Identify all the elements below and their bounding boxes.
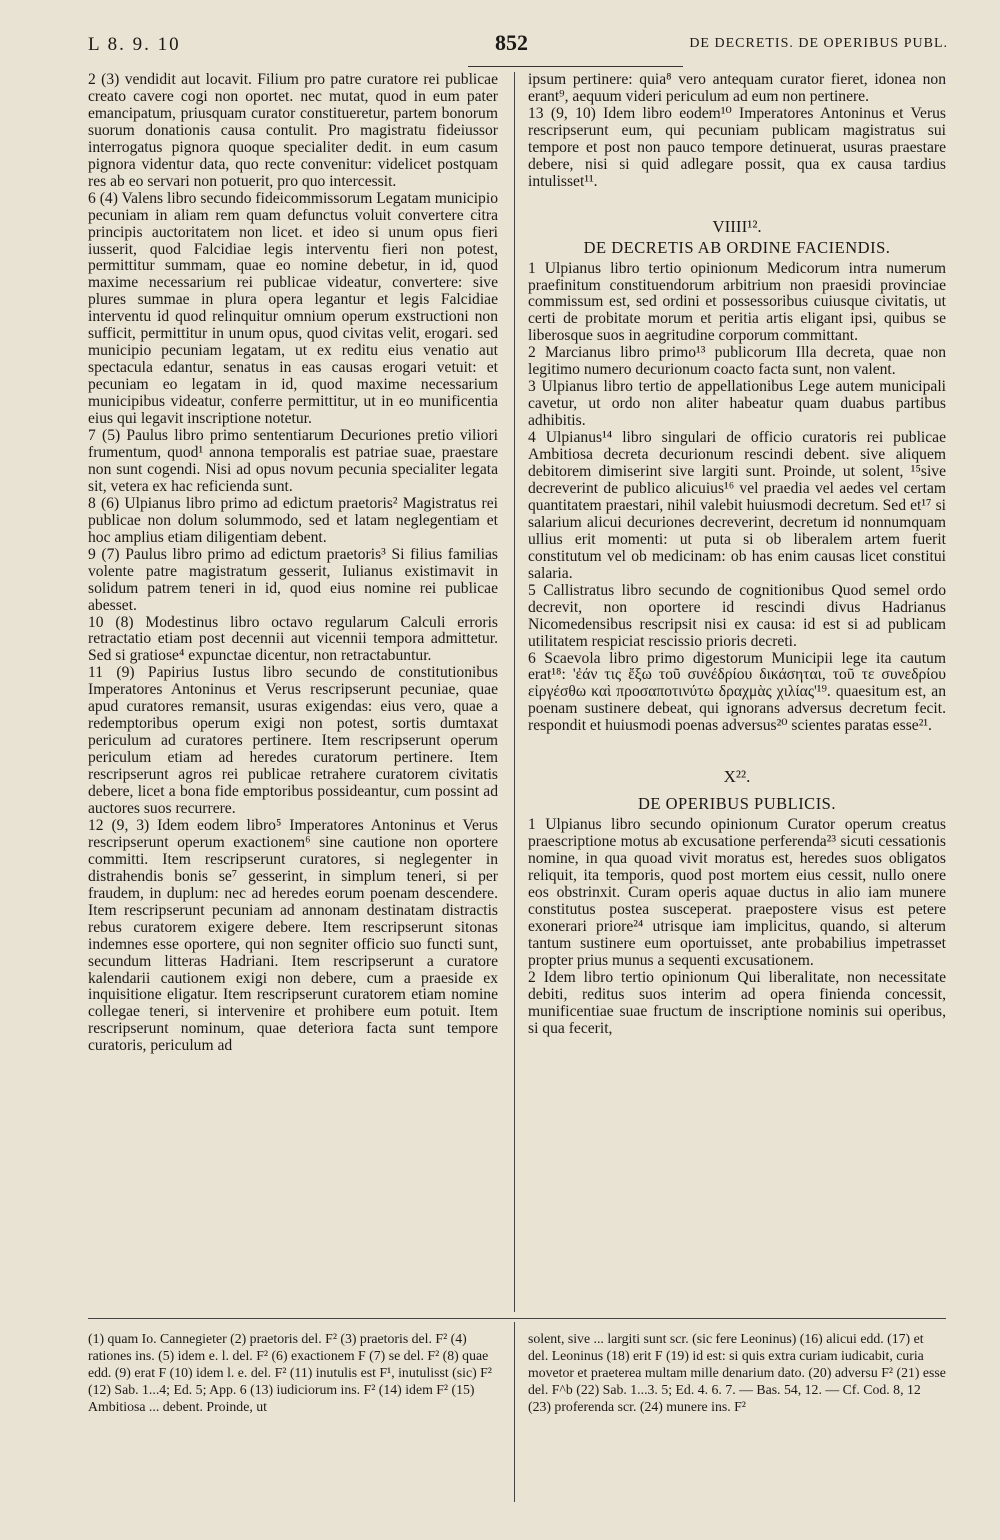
title-heading: DE OPERIBUS PUBLICIS.	[638, 794, 836, 814]
footnotes-left: (1) quam Io. Cannegieter (2) praetoris del. F² (3) praetoris del. F² (4) rationes ins. (5) idem e. l. del. F² (6) exactionem F (7) se del. F² (8) quae edd. (9) erat F (10) idem l. e. del. F² (11) inutulis est F¹, inutulisst (sic) F² (12) Sab. 1...4; Ed. 5; App. 6 (13) iudiciorum ins. F² (14) idem F² (15) Ambitiosa ... debent. Proinde, ut	[88, 1331, 492, 1414]
paragraph: 13 (9, 10) Idem libro eodem¹⁰ Imperatores Antoninus et Verus rescripserunt eum, qui pecuniam publicam magistratus sui tempore et post non pauco tempore detinuerat, usuras praestare debere, nisi si quid adlegare possit, qua ex causa tardius intulisset¹¹.	[528, 104, 946, 190]
footnote-divider	[514, 1322, 515, 1502]
paragraph: 12 (9, 3) Idem eodem libro⁵ Imperatores Antoninus et Verus rescripserunt operum exactionem⁶ sine cautione non oportere committi. Item rescripserunt curatores, si neglegenter in distrahendis bonis se⁷ gesserint, in simplum teneri, si per fraudem, in duplum: nec ad heredes eorum poenam descendere. Item rescripserunt pecuniam ad annonam destinatam distractis rebus curatorem exigere debere. Item rescripserunt sitonas indemnes esse oportere, qui non segniter officio suo functi sunt, secundum litteras Hadriani. Item rescripserunt a curatore kalendarii cautionem exigi non debere, cum a praeside ex inquisitione eligatur. Item rescripserunt curatorem etiam nomine collegae teneri, si intervenire et prohibere eum potuit. Item rescripserunt nominum, quae deteriora facta sunt tempore curatoris, periculum ad	[88, 816, 498, 1055]
paragraph: 3 Ulpianus libro tertio de appellationibus Lege autem municipali cavetur, ut ordo non aliter habeatur quam duabus partibus adhibitis.	[528, 378, 946, 430]
footnote-rule	[88, 1318, 946, 1319]
title-number: X²².	[723, 767, 751, 787]
right-column	[528, 72, 946, 1038]
title-heading: DE DECRETIS AB ORDINE FACIENDIS.	[583, 237, 891, 257]
paragraph: 2 (3) vendidit aut locavit. Filium pro patre curatore rei publicae creato cavere cogi non oportet. nec mutat, quod in eum pater emancipatum, priusquam curator constitueretur, partem bonorum suorum donationis causa contulit. Pro magistratu fideiussor interrogatus pignora quoque specialiter dedit. in eum casum pignora videntur data, quo recte convenitur: videlicet postquam res ab eo servari non potuerit, pro quo intercessit.	[88, 71, 498, 190]
book-reference: L 8. 9. 10	[88, 34, 181, 55]
running-header	[88, 30, 948, 64]
paragraph: 2 Idem libro tertio opinionum Qui liberalitate, non necessitate debiti, reditus suos interim ad opera finienda concessit, munificentiae suae fructum de inscriptione nominis sui operibus, si qua fecerit,	[528, 968, 946, 1037]
paragraph: 1 Ulpianus libro secundo opinionum Curator operum creatus praescriptione motus ab excusatione perferenda²³ sicuti cessationis nomine, in qua quoad vivit moratus est, heredes suos obligatos reliquit, ita temporis, quod post mortem eius cessit, nullo onere eos obstrinxit. Curam operis aquae ductus in alio iam munere constitutus postea susceperat. praepostere visus est petere exonerari priore²⁴ utrisque iam implicitus, quando, si alterum tantum sustinere eum oportuisset, ante probabilius impetrasset propter prius munus a sequenti excusationem.	[528, 816, 946, 969]
paragraph: 10 (8) Modestinus libro octavo regularum Calculi erroris retractatio etiam post decennii aut vicennii tempora admittetur. Sed si gratiose⁴ expunctae dicentur, non retractabuntur.	[88, 613, 498, 665]
footnotes-right: solent, sive ... largiti sunt scr. (sic fere Leoninus) (16) alicui edd. (17) et del. Leoninus (18) erit F (19) id est: si quis extra curiam iudicabit, curia movetor et praeterea multam mille denarium dato. (20) adversu F² (21) esse del. F^b (22) Sab. 1...3. 5; Ed. 4. 6. 7. — Bas. 54, 12. — Cf. Cod. 8, 12 (23) proferenda scr. (24) munere ins. F²	[528, 1331, 946, 1414]
paragraph: 1 Ulpianus libro tertio opinionum Medicorum intra numerum praefinitum constituendorum arbitrium non praesidi provinciae commissum est, sed ordini et possessoribus cuiusque civitatis, ut certi de probitate morum et peritia artis eligant ipsi, quibus se liberosque suos in aegritudine corporum committant.	[528, 259, 946, 345]
section-title: DE DECRETIS. DE OPERIBUS PUBL.	[689, 36, 948, 51]
paragraph: 6 (4) Valens libro secundo fideicommissorum Legatam municipio pecuniam in aliam rem quam defunctus voluit convertere citra principis auctoritatem non licet. et ideo si unum opus fieri iusserit, quod Falcidiae legis interventu fieri non potest, permittitur summam, quae eo nomine debetur, in id, quod maxime necessarium rei publicae videatur, convertere: sive plures summae in plura opera legantur et legis Falcidiae interventu id quod relinquitur omnium operum exstructioni non sufficit, permittitur in unum opus, quod civitas velit, erogari. sed municipio pecuniam legatam, ut ex reditu eius venatio aut spectacula edantur, senatus in eas causas erogari vetuit: et pecuniam eo legatam in id, quod maxime necessarium municipibus videatur, conferre permittitur, ut in eo munificentia eius qui legavit inscriptione notetur.	[88, 189, 498, 428]
paragraph: 11 (9) Papirius Iustus libro secundo de constitutionibus Imperatores Antoninus et Verus rescripserunt pecuniae, quae apud curatores remansit, usuras exigendas: eius vero, quae a redemptoribus operum exigi non potest, sortis dumtaxat periculum ad curatores pertinere. Item rescripserunt operum periculum etiam ad heredes curatorum pertinere. Item rescripserunt agros rei publicae retrahere curatorem civitatis debere, licet a bona fide emptoribus possideantur, cum possint ad auctores suos recurrere.	[88, 664, 498, 817]
paragraph: 6 Scaevola libro primo digestorum Municipii lege ita cautum erat¹⁸: 'ἐάν τις ἔξω τοῦ συνέδρίου δικάσηται, τοῦ τε συνεδρίου εἰργέσθω καὶ προσαποτινύτω δραχμὰς χιλίας'¹⁹. quaesitum est, an poenam sustinere debeat, qui ignorans adversus decretum fecit. respondit et huiusmodi poenas adversus²⁰ scientes paratas esse²¹.	[528, 649, 946, 735]
paragraph: 8 (6) Ulpianus libro primo ad edictum praetoris² Magistratus rei publicae non dolum solummodo, sed et latam neglegentiam et hoc amplius etiam diligentiam debent.	[88, 494, 498, 546]
paragraph: 2 Marcianus libro primo¹³ publicorum Illa decreta, quae non legitimo numero decurionum coacto facta sunt, non valent.	[528, 344, 946, 379]
column-divider	[514, 72, 515, 1312]
paragraph: 4 Ulpianus¹⁴ libro singulari de officio curatoris rei publicae Ambitiosa decreta decurionum rescindi debent. sive aliquem debitorem dimiserint sive largiti sunt. Proinde, ut solent, ¹⁵sive decreverint de publico alicuius¹⁶ vel praedia vel aedes vel certam quantitatem praestari, nihil valebit huiusmodi decretum. Sed et¹⁷ si salarium alicui decuriones decreverint, decretum id nonnumquam ullius erit momenti: ut puta si ob liberalem artem fuerit constitutum vel ob medicinam: ob has enim causas licet constitui salaria.	[528, 429, 946, 582]
header-rule	[468, 66, 683, 67]
paragraph: 5 Callistratus libro secundo de cognitionibus Quod semel ordo decrevit, non oportere id rescindi divus Hadrianus Nicomedensibus rescripsit nisi ex causa: id est si ad publicam utilitatem respiciat rescissio prioris decreti.	[528, 581, 946, 650]
title-number: VIIII¹².	[712, 216, 762, 236]
left-column	[88, 72, 498, 1055]
paragraph: ipsum pertinere: quia⁸ vero antequam curator fieret, idonea non erant⁹, aequum videri periculum ad eum non pertinere.	[528, 71, 946, 105]
paragraph: 9 (7) Paulus libro primo ad edictum praetoris³ Si filius familias volente patre magistratum gesserit, Iulianus existimavit in solidum patrem teneri in id, quod eius nomine rei publicae abesset.	[88, 545, 498, 614]
page-number: 852	[495, 30, 528, 55]
paragraph: 7 (5) Paulus libro primo sententiarum Decuriones pretio viliori frumentum, quod¹ annona temporalis est patriae suae, praestare non sunt cogendi. Nisi ad opus novum pecunia specialiter legata sit, vetera ex hac reficienda sunt.	[88, 427, 498, 495]
